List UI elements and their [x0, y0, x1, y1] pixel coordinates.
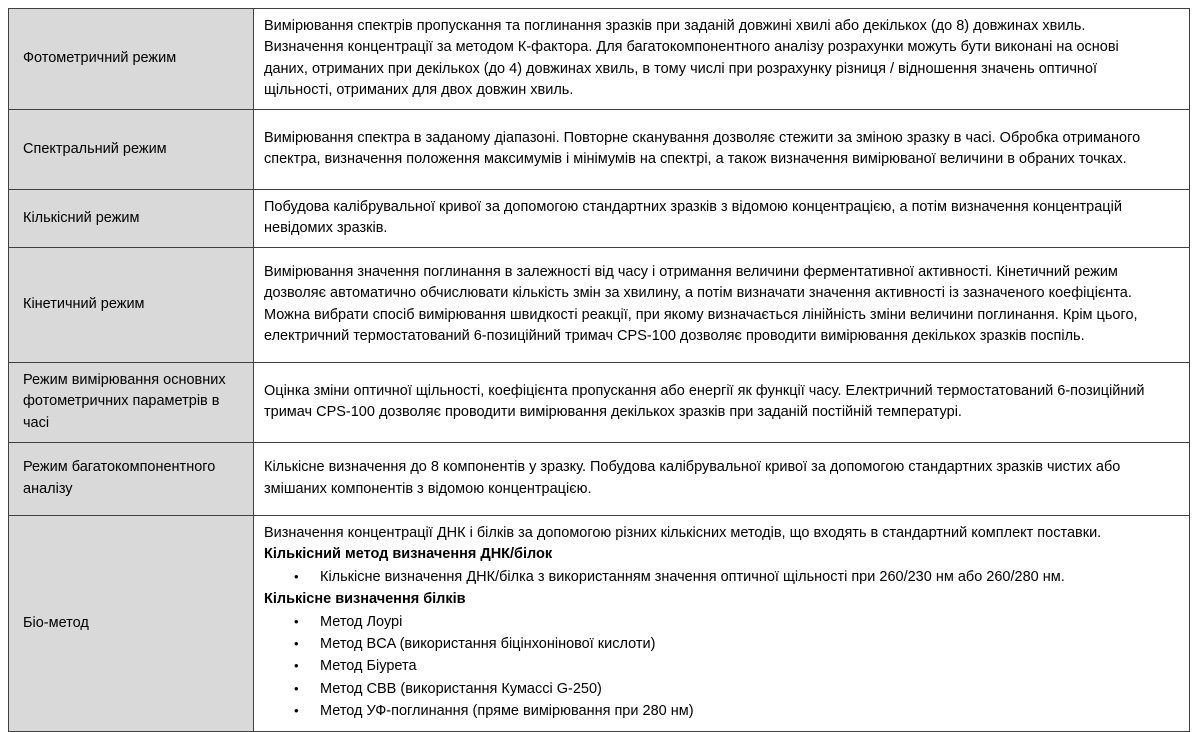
- mode-name: Кількісний режим: [23, 209, 140, 226]
- table-row: [9, 362, 1190, 442]
- bullet-icon: •: [294, 635, 299, 651]
- description-text: Вимірювання значення поглинання в залежності від часу і отримання величини ферментативної активності. Кінетичний режим дозволяє автоматично обчислювати кількість змін за хвилину, а потім визначати значення активності із зазначеного коефіцієнта. Можна вибрати спосіб вимірювання швидкості реакції, при якому визначається лінійність зміни величини поглинання. Крім цього, електричний термостатований 6-позиційний тримач CPS-100 дозволяє проводити вимірювання декількох зразків поспіль.: [264, 263, 1138, 345]
- table-row: [9, 442, 1190, 515]
- mode-name-cell: [9, 362, 254, 442]
- bullet-list-item: [264, 701, 1163, 722]
- bullet-item-text: Метод УФ-поглинання (пряме вимірювання при 280 нм): [320, 703, 694, 720]
- description-text: Визначення концентрації ДНК і білків за допомогою різних кількісних методів, що входять в стандартний комплект поставки.: [264, 524, 1102, 541]
- mode-name: Режим багатокомпонентного аналізу: [23, 459, 216, 497]
- description-text: Кількісне визначення до 8 компонентів у зразку. Побудова калібрувальної кривої за допомогою стандартних зразків чистих або змішаних компонентів з відомою концентрацією.: [264, 459, 1121, 497]
- mode-name-cell: [9, 189, 254, 247]
- bullet-list-item: [264, 634, 1163, 655]
- bullet-list-item: [264, 656, 1163, 677]
- table-row: [9, 247, 1190, 362]
- spectrophotometer-modes-table: [8, 8, 1190, 732]
- bullet-item-text: Метод Лоурі: [320, 613, 403, 630]
- mode-name-cell: [9, 9, 254, 110]
- description-text: Побудова калібрувальної кривої за допомогою стандартних зразків з відомою концентрацією, а потім визначення концентрацій невідомих зразків.: [264, 198, 1122, 237]
- bullet-list-item: [264, 679, 1163, 700]
- mode-name-cell: [9, 247, 254, 362]
- description-subheading: Кількісне визначення білків: [264, 591, 466, 608]
- mode-description-cell: [254, 442, 1190, 515]
- description-text: Оцінка зміни оптичної щільності, коефіцієнта пропускання або енергії як функції часу. Електричний термостатований 6-позиційний тримач CPS-100 дозволяє проводити вимірювання декількох зразків при заданій постійній температурі.: [264, 382, 1145, 421]
- mode-name: Кінетичний режим: [23, 295, 145, 312]
- mode-name: Режим вимірювання основних фотометричних параметрів в часі: [23, 372, 226, 431]
- mode-description-cell: [254, 515, 1190, 731]
- mode-name: Фотометричний режим: [23, 50, 177, 67]
- bullet-item-text: Метод Біурета: [320, 658, 417, 675]
- mode-description-cell: [254, 9, 1190, 110]
- bullet-item-text: Метод CBB (використання Кумассі G-250): [320, 680, 602, 697]
- bullet-item-text: Кількісне визначення ДНК/білка з використанням значення оптичної щільності при 260/230 нм або 260/280 нм.: [320, 568, 1065, 585]
- description-text: Вимірювання спектрів пропускання та поглинання зразків при заданій довжині хвилі або декількох (до 8) довжинах хвиль. Визначення концентрації за методом К-фактора. Для багатокомпонентного аналізу розрахунки можуть бути виконані на основі даних, отриманих при декількох (до 4) довжинах хвиль, в тому числі при розрахунку різниця / відношення значень оптичної щільності, отриманих для двох довжин хвиль.: [264, 18, 1119, 99]
- description-subheading: Кількісний метод визначення ДНК/білок: [264, 546, 553, 563]
- bullet-icon: •: [294, 568, 299, 584]
- table-row: [9, 9, 1190, 110]
- table-row: [9, 189, 1190, 247]
- bullet-icon: •: [294, 703, 299, 719]
- mode-name-cell: [9, 109, 254, 189]
- description-text: Вимірювання спектра в заданому діапазоні. Повторне сканування дозволяє стежити за зміною зразку в часі. Обробка отриманого спектра, визначення положення максимумів і мінімумів на спектрі, а також визначення вимірюваної величини в обраних точках.: [264, 129, 1141, 168]
- bullet-icon: •: [294, 680, 299, 696]
- mode-name-cell: [9, 515, 254, 731]
- mode-name: Спектральний режим: [23, 140, 167, 157]
- bullet-list-item: [264, 567, 1163, 588]
- modes-table-body: [9, 9, 1190, 732]
- mode-description-cell: [254, 362, 1190, 442]
- mode-description-cell: [254, 189, 1190, 247]
- bullet-list-item: [264, 612, 1163, 633]
- mode-description-cell: [254, 109, 1190, 189]
- bullet-icon: •: [294, 658, 299, 674]
- mode-description-cell: [254, 247, 1190, 362]
- mode-name-cell: [9, 442, 254, 515]
- bullet-icon: •: [294, 613, 299, 629]
- mode-name: Біо-метод: [23, 614, 89, 631]
- table-row: [9, 109, 1190, 189]
- bullet-item-text: Метод BCA (використання біцінхонінової кислоти): [320, 635, 656, 652]
- table-row: [9, 515, 1190, 731]
